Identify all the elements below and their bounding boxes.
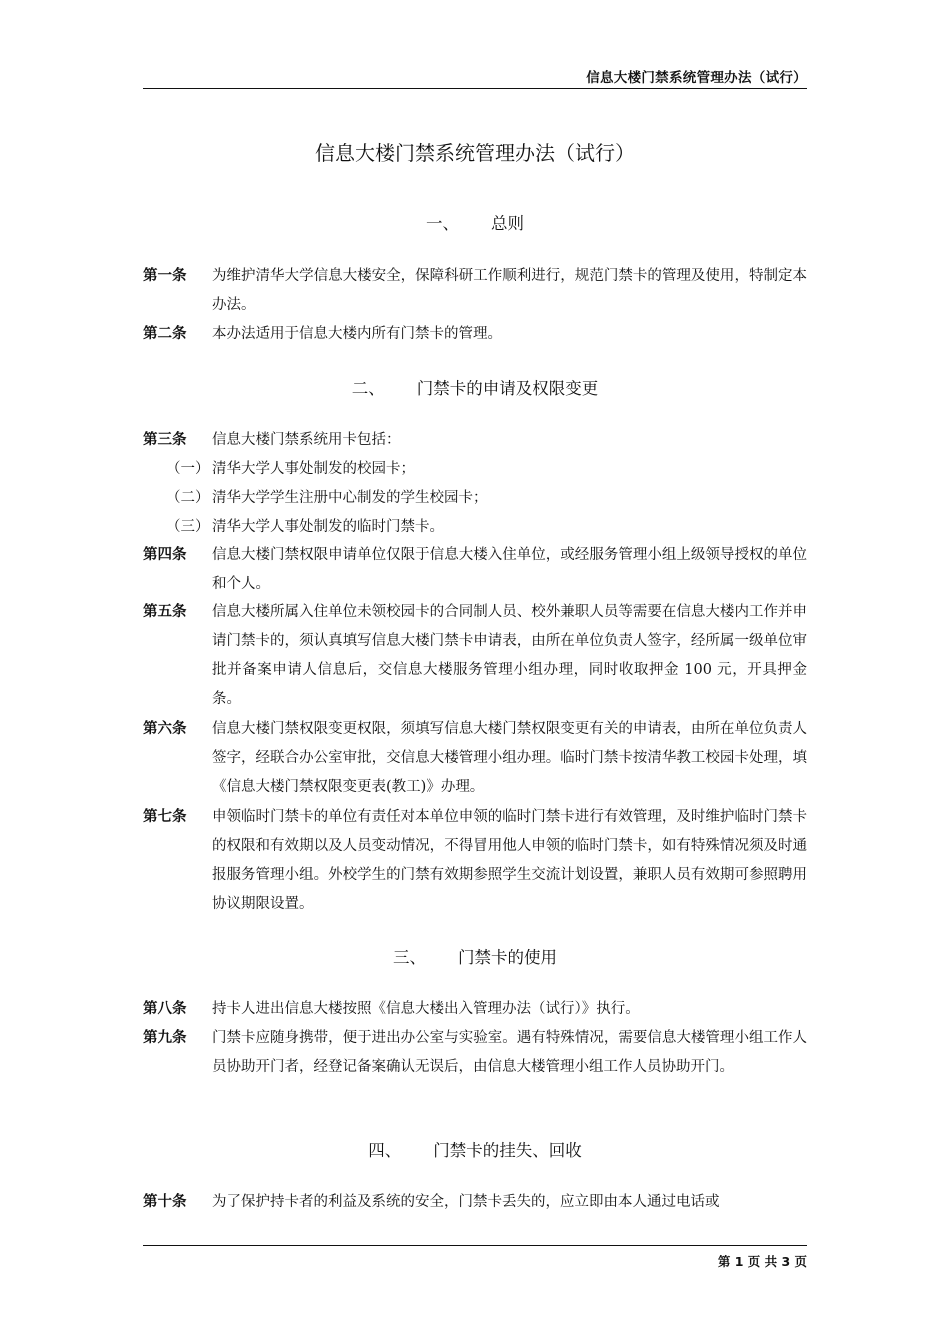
- page-number: 第 1 页 共 3 页: [717, 1254, 807, 1269]
- running-header: 信息大楼门禁系统管理办法（试行）: [586, 70, 807, 86]
- article-label: 第一条: [143, 268, 187, 284]
- list-item: [143, 513, 807, 542]
- list-item-label: （三）: [166, 519, 210, 535]
- footer-rule: [143, 1245, 807, 1246]
- list-item-label: （一）: [166, 461, 210, 477]
- section-title: 门禁卡的使用: [458, 948, 557, 967]
- section-number: 二、: [351, 379, 385, 398]
- section-heading: [143, 944, 807, 968]
- article-text: 门禁卡应随身携带，便于进出办公室与实验室。遇有特殊情况，需要信息大楼管理小组工作人员协助开门者，经登记备案确认无误后，由信息大楼管理小组工作人员协助开门。: [212, 1030, 807, 1075]
- article-label: 第七条: [143, 809, 187, 825]
- article: [143, 1188, 807, 1217]
- article: [143, 803, 807, 919]
- section-title: 门禁卡的挂失、回收: [433, 1141, 582, 1160]
- article-text: 信息大楼门禁系统用卡包括：: [212, 432, 401, 448]
- article: [143, 995, 807, 1024]
- header-rule: [143, 88, 807, 89]
- article-label: 第六条: [143, 721, 187, 737]
- article: [143, 1024, 807, 1082]
- article-text: 本办法适用于信息大楼内所有门禁卡的管理。: [212, 326, 502, 342]
- article-label: 第五条: [143, 604, 187, 620]
- article-text: 为了保护持卡者的利益及系统的安全，门禁卡丢失的，应立即由本人通过电话或: [212, 1194, 720, 1210]
- section-number: 四、: [368, 1141, 402, 1160]
- article: [143, 262, 807, 320]
- article: [143, 541, 807, 599]
- section-number: 三、: [393, 948, 426, 967]
- article: [143, 426, 807, 455]
- section-heading: [143, 375, 807, 399]
- list-item: [143, 455, 807, 484]
- section-title: 门禁卡的申请及权限变更: [416, 379, 599, 398]
- article: [143, 598, 807, 714]
- section-heading: [143, 210, 807, 234]
- list-item: [143, 484, 807, 513]
- article-label: 第十条: [143, 1194, 187, 1210]
- section-title: 总则: [491, 214, 524, 233]
- article-label: 第九条: [143, 1030, 187, 1046]
- document-title: 信息大楼门禁系统管理办法（试行）: [315, 141, 635, 165]
- list-item-text: 清华大学人事处制发的临时门禁卡。: [212, 519, 444, 535]
- article: [143, 715, 807, 802]
- article: [143, 320, 807, 349]
- section-number: 一、: [426, 214, 459, 233]
- article-label: 第八条: [143, 1001, 187, 1017]
- section-heading: [143, 1137, 807, 1161]
- article-text: 信息大楼门禁权限变更权限，须填写信息大楼门禁权限变更有关的申请表，由所在单位负责人签字，经联合办公室审批，交信息大楼管理小组办理。临时门禁卡按清华教工校园卡处理，填《信息大楼门禁权限变更表(教工)》办理。: [212, 721, 807, 795]
- article-text: 申领临时门禁卡的单位有责任对本单位申领的临时门禁卡进行有效管理，及时维护临时门禁卡的权限和有效期以及人员变动情况，不得冒用他人申领的临时门禁卡，如有特殊情况须及时通报服务管理小组。外校学生的门禁有效期参照学生交流计划设置，兼职人员有效期可参照聘用协议期限设置。: [212, 809, 807, 912]
- article-text: 为维护清华大学信息大楼安全，保障科研工作顺利进行，规范门禁卡的管理及使用，特制定本办法。: [212, 268, 807, 313]
- article-text: 信息大楼所属入住单位未领校园卡的合同制人员、校外兼职人员等需要在信息大楼内工作并申请门禁卡的，须认真填写信息大楼门禁卡申请表，由所在单位负责人签字，经所属一级单位审批并备案申请人信息后，交信息大楼服务管理小组办理，同时收取押金 100 元，开具押金条。: [212, 604, 807, 707]
- article-label: 第二条: [143, 326, 187, 342]
- article-text: 信息大楼门禁权限申请单位仅限于信息大楼入住单位，或经服务管理小组上级领导授权的单位和个人。: [212, 547, 807, 592]
- list-item-text: 清华大学学生注册中心制发的学生校园卡；: [212, 490, 488, 506]
- article-text: 持卡人进出信息大楼按照《信息大楼出入管理办法（试行）》执行。: [212, 1001, 640, 1017]
- list-item-text: 清华大学人事处制发的校园卡；: [212, 461, 415, 477]
- article-label: 第四条: [143, 547, 187, 563]
- list-item-label: （二）: [166, 490, 210, 506]
- article-label: 第三条: [143, 432, 187, 448]
